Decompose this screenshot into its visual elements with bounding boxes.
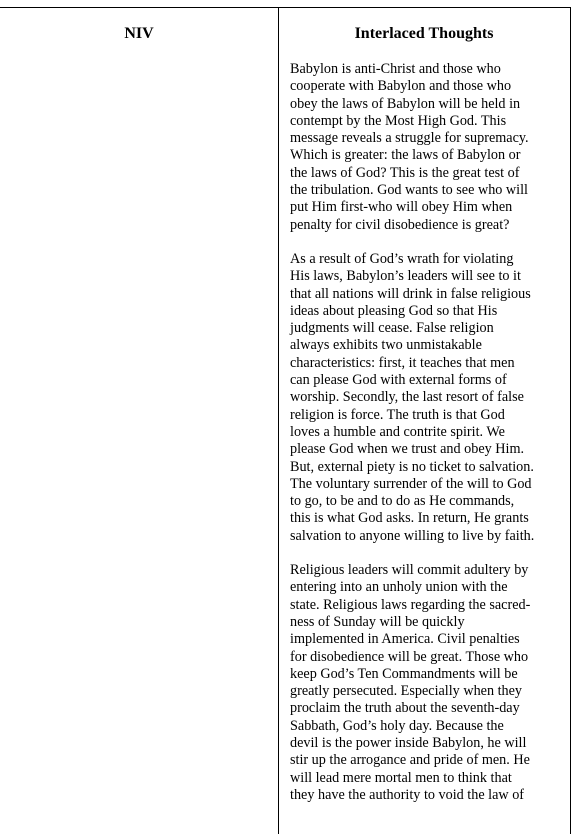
commentary-paragraph: Babylon is anti-Christ and those who cooperate with Babylon and those who obey the laws of Babylon will be held in contempt by the Most High God. This message reveals a struggle for supremacy. Which is greater: the laws of Babylon or the laws of God? This is the great test of the tribulation. God wants to see who will put Him first-who will obey Him when penalty for civil disobedience is great? [290, 61, 529, 233]
commentary-paragraph: Religious leaders will commit adultery by entering into an unholy union with the state. Religious laws regarding the sacred- ness of Sunday will be quickly implemented in America. Civil penalties for disobedience will be great. Those who keep God’s Ten Commandments will be greatly persecuted. Especially when they proclaim the truth about the seventh-day Sabbath, God’s holy day. Because the devil is the power inside Babylon, he will stir up the arrogance and pride of men. He will lead mere mortal men to think that they have the authority to void the law of [290, 562, 531, 803]
commentary-paragraph: As a result of God’s wrath for violating His laws, Babylon’s leaders will see to it that all nations will drink in false religious ideas about pleasing God so that His judgments will cease. False religion always exhibits two unmistakable characteristics: first, it teaches that men can please God with external forms of worship. Secondly, the last resort of false religion is force. The truth is that God loves a humble and contrite spirit. We please God when we trust and obey Him. But, external piety is no ticket to salvation. The voluntary surrender of the will to God to go, to be and to do as He commands, this is what God asks. In return, He grants salvation to anyone willing to live by faith. [290, 250, 535, 544]
column-divider [278, 7, 279, 834]
commentary-column [290, 61, 558, 821]
interlaced-thoughts-column-header: Interlaced Thoughts [354, 25, 494, 42]
niv-column-header: NIV [124, 25, 154, 42]
table-top-rule [0, 7, 571, 8]
table-right-border [570, 7, 571, 834]
